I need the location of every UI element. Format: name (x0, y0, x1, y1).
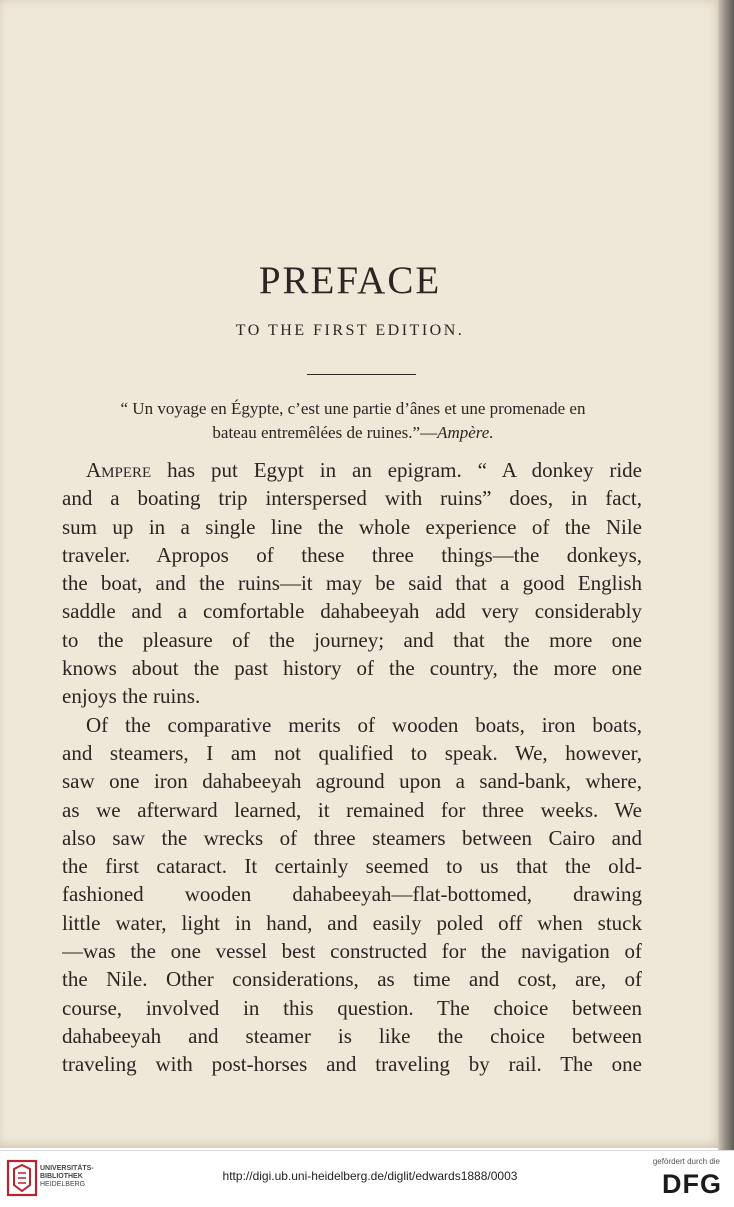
institution-line: BIBLIOTHEK (40, 1173, 83, 1180)
funded-by-label: gefördert durch die (652, 1157, 720, 1166)
body-text (62, 456, 642, 1079)
body-line: saddle and a comfortable dahabeeyah add very considerably (62, 599, 642, 624)
page-url-link[interactable]: http://digi.ub.uni-heidelberg.de/diglit/edwards1888/0003 (222, 1169, 518, 1183)
page-title: PREFACE (258, 259, 442, 302)
page-edge-shadow (718, 0, 734, 1150)
body-line-text: has put Egypt in an epigram. “ A donkey ride (151, 458, 642, 482)
body-line: enjoys the ruins. (62, 684, 201, 709)
body-line: traveler. Apropos of these three things—the donkeys, (62, 542, 642, 567)
epigraph-line: “ Un voyage en Égypte, c’est une partie d’ânes et une promenade en (120, 399, 586, 418)
body-line: the boat, and the ruins—it may be said that a good English (62, 571, 642, 596)
body-line: fashioned wooden dahabeeyah—flat-bottomed, drawing (62, 882, 642, 907)
viewer-footer (0, 1150, 734, 1207)
body-line: saw one iron dahabeeyah aground upon a sand-bank, where, (62, 769, 642, 794)
institution-line: HEIDELBERG (40, 1181, 86, 1188)
divider-rule (307, 374, 416, 375)
body-line: knows about the past history of the country, the more one (62, 656, 642, 681)
institution-line: UNIVERSITÄTS- (40, 1165, 94, 1172)
dfg-logo[interactable]: DFG (662, 1169, 722, 1199)
body-line: sum up in a single line the whole experience of the Nile (62, 514, 642, 539)
body-line: and steamers, I am not qualified to speak. We, however, (62, 740, 642, 765)
body-line (62, 456, 642, 484)
body-line: as we afterward learned, it remained for three weeks. We (62, 797, 642, 822)
epigraph-line (62, 421, 644, 445)
epigraph-line-text: bateau entremêlées de ruines.”— (212, 423, 438, 442)
lead-word: Ampere (86, 458, 152, 482)
body-line: and a boating trip interspersed with ruins” does, in fact, (62, 486, 642, 511)
page-subtitle: TO THE FIRST EDITION. (235, 322, 465, 339)
body-line: the Nile. Other considerations, as time and cost, are, of (62, 967, 642, 992)
body-line: Of the comparative merits of wooden boats, iron boats, (86, 712, 642, 737)
body-line: little water, light in hand, and easily poled off when stuck (62, 910, 642, 935)
epigraph (62, 397, 644, 445)
body-line: —was the one vessel best constructed for the navigation of (62, 939, 642, 964)
body-line: traveling with post-horses and traveling by rail. The one (62, 1052, 642, 1077)
institution-name[interactable] (40, 1165, 94, 1189)
epigraph-attribution: Ampère. (437, 423, 494, 442)
body-line: dahabeeyah and steamer is like the choice between (62, 1023, 642, 1048)
body-line: course, involved in this question. The choice between (62, 995, 642, 1020)
body-line: the first cataract. It certainly seemed to us that the old- (62, 854, 642, 879)
body-line: to the pleasure of the journey; and that the more one (62, 627, 642, 652)
body-line: also saw the wrecks of three steamers between Cairo and (62, 825, 642, 850)
